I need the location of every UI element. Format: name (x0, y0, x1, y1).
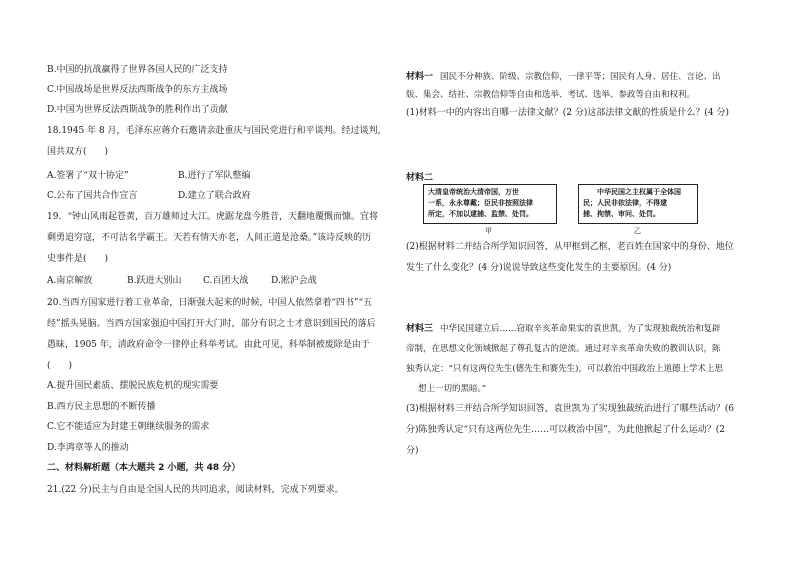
question-3-line1: (3)根据材料三并结合所学知识回答，袁世凯为了实现独裁统治进行了哪些活动？(6 (406, 404, 734, 414)
q19-option-b: B.跃进大别山 (127, 276, 182, 286)
material-3-label: 材料三 (406, 324, 434, 334)
q18-option-a: A.签署了“双十协定” (47, 171, 129, 181)
q19-stem-line1: 19．“钟山风雨起苍黄，百万雄师过大江。虎踞龙盘今胜昔，天翻地覆慨而慷。宜将 (47, 212, 379, 222)
q20-stem-line4: ( ) (47, 361, 73, 371)
caption-jia: 甲 (485, 227, 492, 235)
box-jia-line1: 大清皇帝统治大清帝国，万世 (428, 188, 519, 196)
box-jia (423, 184, 557, 224)
q19-option-a: A.南京解放 (47, 276, 93, 286)
box-yi-line3: 捕、拘禁、审问、处罚。 (583, 210, 660, 218)
q17-option-b: B.中国的抗战赢得了世界各国人民的广泛支持 (47, 65, 228, 75)
material-3-line4: 想上一切的黑暗。” (418, 384, 487, 394)
section-title: 二、材料解析题（本大题共 2 小题，共 48 分） (47, 463, 241, 473)
q20-stem-line2: 经”摇头晃脑。当西方国家强迫中国打开大门时，部分有识之士才意识到国民的落后 (47, 319, 376, 329)
material-1-line1: 国民不分种族、阶级、宗教信仰，一律平等；国民有人身、居住、言论、出 (440, 72, 721, 82)
box-jia-line2: 一系，永永尊戴；臣民非按照法律 (428, 199, 533, 207)
box-yi-line1: 中华民国之主权属于全体国 (597, 188, 681, 196)
q20-option-c: C.它不能适应为封建王朝继续服务的需求 (47, 422, 210, 432)
material-3-line1: 中华民国建立后……窃取辛亥革命果实的袁世凯，为了实现独裁统治和复辟 (440, 324, 721, 334)
box-yi-line2: 民；人民非依法律，不得逮 (583, 199, 667, 207)
material-1-label: 材料一 (406, 72, 434, 82)
question-1: (1)材料一中的内容出自哪一法律文献？(2 分)这部法律文献的性质是什么？(4 分) (406, 108, 729, 118)
box-yi (578, 184, 698, 224)
q20-stem-line3: 愚昧，1905 年，清政府命令一律停止科举考试。由此可见，科举制被废除是由于 (47, 340, 370, 350)
q19-option-c: C.百团大战 (203, 276, 249, 286)
q18-option-d: D.建立了联合政府 (178, 191, 251, 201)
q18-option-c: C.公布了国共合作宣言 (47, 191, 138, 201)
question-3-line3: 分) (406, 446, 419, 456)
material-2-label: 材料二 (406, 173, 434, 183)
q20-option-d: D.李鸿章等人的推动 (47, 443, 129, 453)
box-jia-line3: 所定，不加以逮捕、监禁、处罚。 (428, 210, 533, 218)
q17-option-d: D.中国为世界反法西斯战争的胜利作出了贡献 (47, 105, 228, 115)
q19-option-d: D.淞沪会战 (271, 276, 317, 286)
q19-stem-line3: 史事件是( ) (47, 254, 109, 264)
q18-option-b: B.进行了军队整编 (178, 171, 251, 181)
question-2-line2: 发生了什么变化？(4 分)说说导致这些变化发生的主要原因。(4 分) (406, 263, 672, 273)
q21-stem: 21.(22 分)民主与自由是全国人民的共同追求，阅读材料，完成下列要求。 (47, 485, 344, 495)
material-1-line2: 版、集会、结社、宗教信仰等自由和选举、考试、选举、参政等自由和权利。 (406, 90, 696, 100)
q20-option-a: A.提升国民素质、摆脱民族危机的现实需要 (47, 381, 219, 391)
caption-yi: 乙 (634, 227, 641, 235)
q17-option-c: C.中国战场是世界反法西斯战争的东方主战场 (47, 85, 228, 95)
question-2-line1: (2)根据材料二并结合所学知识回答，从甲框到乙框，老百姓在国家中的身份、地位 (406, 242, 734, 252)
q19-stem-line2: 剩勇追穷寇，不可沽名学霸王。天若有情天亦老，人间正道是沧桑。”该诗反映的历 (47, 233, 372, 243)
q18-stem-line2: 国共双方( ) (47, 147, 109, 157)
material-3-line3: 独秀认定：“只有这两位先生(德先生和赛先生)，可以救治中国政治上道德上学术上思 (406, 364, 723, 374)
material-3-line2: 帝制，在思想文化领域掀起了尊孔复古的逆流。通过对辛亥革命失败的教训认识，陈 (406, 344, 721, 354)
question-3-line2: 分)陈独秀认定“只有这两位先生……可以救治中国”，为此他掀起了什么运动？(2 (406, 425, 725, 435)
q18-stem-line1: 18.1945 年 8 月，毛泽东应蒋介石邀请亲赴重庆与国民党进行和平谈判。经过谈判， (47, 126, 387, 136)
q20-option-b: B.西方民主思想的不断传播 (47, 402, 156, 412)
q20-stem-line1: 20.当西方国家进行着工业革命，日渐强大起来的时候，中国人依然拿着“四书”“五 (47, 298, 373, 308)
